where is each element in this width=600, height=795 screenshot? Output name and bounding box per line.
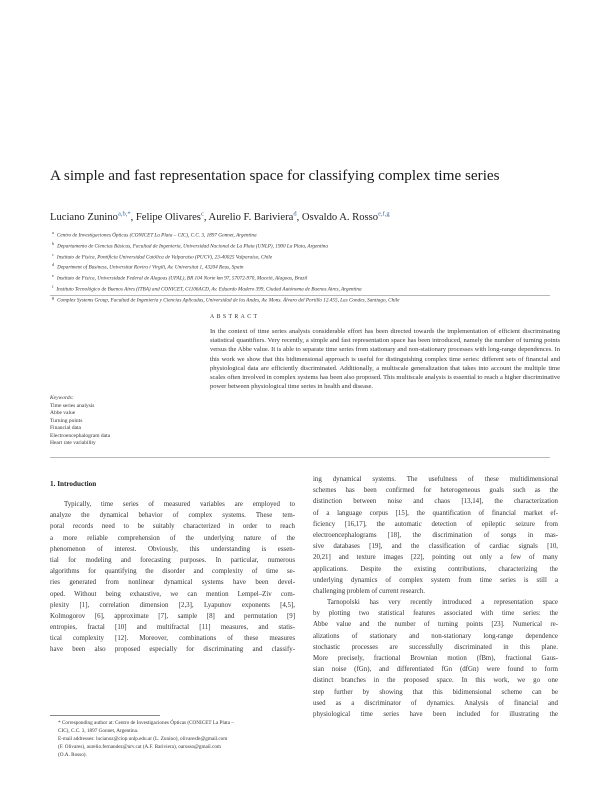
keywords-block [50, 395, 200, 448]
text-line: tical complexity [12]. Moreover, combinations of these measures [50, 635, 295, 643]
text-line: ing dynamical systems. The usefulness of these multidimensional [313, 476, 558, 483]
divider [50, 457, 550, 458]
author-list [50, 210, 570, 223]
author[interactable]: Luciano Zunino$^{a,b,*}$, [50, 210, 136, 223]
author[interactable]: Felipe Olivares$^c$, [135, 210, 209, 223]
affiliation: $^c$Instituto de Física, Pontificia Universidad Católica de Valparaíso (PUCV), 23-40025 Valparaíso, Chile [52, 251, 273, 261]
affiliation-list [52, 229, 572, 305]
text-line: by plotting two statistical features associated with time series: the [313, 610, 558, 618]
footnote-line[interactable]: (F. Olivares), aurelio.fernandez@urv.cat (A.F. Bariviera), oarosso@gmail.com [58, 744, 221, 750]
text-line: More precisely, fractional Brownian motion (fBm), fractional Gaus- [313, 655, 558, 662]
divider [50, 295, 550, 296]
abstract-heading: ABSTRACT [210, 314, 260, 320]
footnote-line: CIC), C.C. 3, 1897 Gonnet, Argentina. [58, 728, 139, 734]
text-line: challenging problem of current research. [313, 587, 425, 595]
text-line: distinction between noise and chaos [13,14], the characterization [313, 498, 558, 506]
affiliation: $^e$Instituto de Física, Universidade Federal de Alagoas (UFAL), BR 104 Norte km 97, 57072-970, Maceió, Alagoas, Brazil [52, 273, 308, 283]
keyword: Heart rate variability [50, 440, 96, 446]
keyword: Time series analysis [50, 402, 95, 409]
footnote-rule [50, 715, 160, 716]
paper-title: A simple and fast representation space for classifying complex time series [50, 167, 500, 184]
text-line: phenomenon of interest. Obviously, this understanding is essen- [50, 545, 295, 553]
text-line: algorithms for quantifying the disorder and complexity of time se- [50, 568, 295, 576]
text-line: poral records need to be suitably characterized in order to reach [50, 523, 295, 531]
text-line: ries generated from nonlinear dynamical systems have been devel- [50, 579, 295, 587]
keyword: Abbe value [50, 410, 76, 416]
footnote-line[interactable]: E-mail addresses: lucianoz@ciop.unlp.edu.ar (L. Zunino), olivaresfe@gmail.com [58, 736, 228, 742]
text-line: distinct branches in the proposed space. In this work, we go one [313, 677, 558, 685]
text-line: applications. Despite the existing contributions, characterizing the [313, 565, 558, 573]
text-line: sive databases [19], and the classification of cardiac signals [10, [313, 543, 558, 551]
affiliation: $^f$Instituto Tecnológico de Buenos Aires (ITBA) and CONICET, C1106ACD, Av. Eduardo Madero 399, Ciudad Autónoma de Buenos Aires, Argentina [52, 284, 362, 293]
text-line: physiological time series have been included for illustrating the [313, 710, 558, 718]
text-line: ficiency [16,17], the automatic detection of epileptic seizure from [313, 520, 558, 528]
footnote-line: * Corresponding author at: Centro de Investigaciones Ópticas (CONICET La Plata – [58, 720, 234, 726]
text-line: Typically, time series of measured variables are employed to [64, 501, 295, 508]
text-line: Kolmogorov [6], approximate [7], sample [8] and permutation [9] [50, 612, 295, 620]
text-line: entropies, fractal [10] and multifractal [11] measures, and statis- [50, 624, 295, 632]
left-column-text [50, 499, 295, 656]
affiliation: $^g$Complex Systems Group, Facultad de Ingeniería y Ciencias Aplicadas, Universidad de los Andes, Av. Mons. Álvaro del Portillo 12.455, Las Condes, Santiago, Chile [52, 294, 400, 304]
text-line: sian noise (fGn), and differentiated fGn (dfGn) were found to form [313, 666, 558, 674]
abstract-body: In the context of time series analysis considerable effort has been directed towards the implementation of efficient discriminating statistical quantifiers. Very recently, a simple and fast representation space has been introduced, namely the number of turning points versus the Abbe value. It is able to separate time series from stationary and non-stationary processes with long-range dependences. In this work we show that this bidimensional approach is useful for distinguishing complex time series: different sets of financial and physiological data are efficiently discriminated. Additionally, a multiscale generalization that takes into account the multiple time scales often involved in complex systems has been also proposed. This multiscale analysis is essential to reach a higher discriminative power between physiological time series in health and disease. [210, 328, 560, 391]
text-line: a more reliable comprehension of the underlying nature of the [50, 534, 295, 542]
text-line: schemes has been confirmed for heterogeneous goals such as the [313, 487, 558, 495]
author[interactable]: Aurelio F. Bariviera$^d$, [208, 210, 302, 223]
keyword: Electroencephalogram data [50, 432, 111, 439]
keyword: Financial data [50, 425, 82, 431]
section-heading: 1. Introduction [50, 480, 97, 488]
text-line: Tarnopolski has very recently introduced a representation space [327, 599, 558, 607]
keywords-heading: Keywords: [50, 395, 74, 401]
text-line: have been also proposed especially for discriminating and classify- [50, 646, 295, 654]
text-line: Abbe value and the number of turning points [23]. Numerical re- [313, 621, 558, 629]
text-line: tial for modeling and forecasting purposes. In particular, numerous [50, 556, 295, 564]
text-line: alizations of stationary and non-stationary long-range dependence [313, 632, 558, 640]
text-line: analyze the dynamical behavior of complex systems. These tem- [50, 512, 295, 520]
text-line: of a language corpus [15], the quantification of financial market ef- [313, 509, 558, 517]
text-line: stochastic processes are successfully discriminated in this plane. [313, 643, 558, 651]
affiliation: $^a$Centro de Investigaciones Ópticas (CONICET La Plata – CIC), C.C. 3, 1897 Gonnet, Argentina [52, 230, 257, 239]
text-line: 20,21] and texture images [22], pointing out only a few of many [313, 554, 558, 562]
text-line: electroencephalograms [18], the discrimination of songs in mas- [313, 531, 558, 539]
author[interactable]: Osvaldo A. Rosso$^{e,f,g}$ [301, 210, 390, 223]
affiliation: $^b$Departamento de Ciencias Básicas, Facultad de Ingeniería, Universidad Nacional de La Plata (UNLP), 1900 La Plata, Argentina [52, 240, 328, 250]
footnote-line: (O.A. Rosso). [58, 752, 87, 758]
footnote [58, 719, 298, 759]
right-column-text [313, 474, 558, 720]
text-line: plexity [1], correlation dimension [2,3], Lyapunov exponents [4,5], [50, 601, 295, 609]
affiliation: $^d$Department of Business, Universitat Rovira i Virgili, Av. Universitat 1, 43204 Reus, Spain [52, 262, 244, 272]
text-line: step further by showing that this bidimensional scheme can be [313, 688, 558, 696]
text-line: underlying dynamics of complex system from time series is still a [313, 576, 558, 584]
keyword: Turning points [50, 417, 83, 424]
text-line: oped. Without being exhaustive, we can mention Lempel–Ziv com- [50, 590, 295, 598]
text-line: used as a discriminator of dynamics. Analysis of financial and [313, 699, 558, 707]
